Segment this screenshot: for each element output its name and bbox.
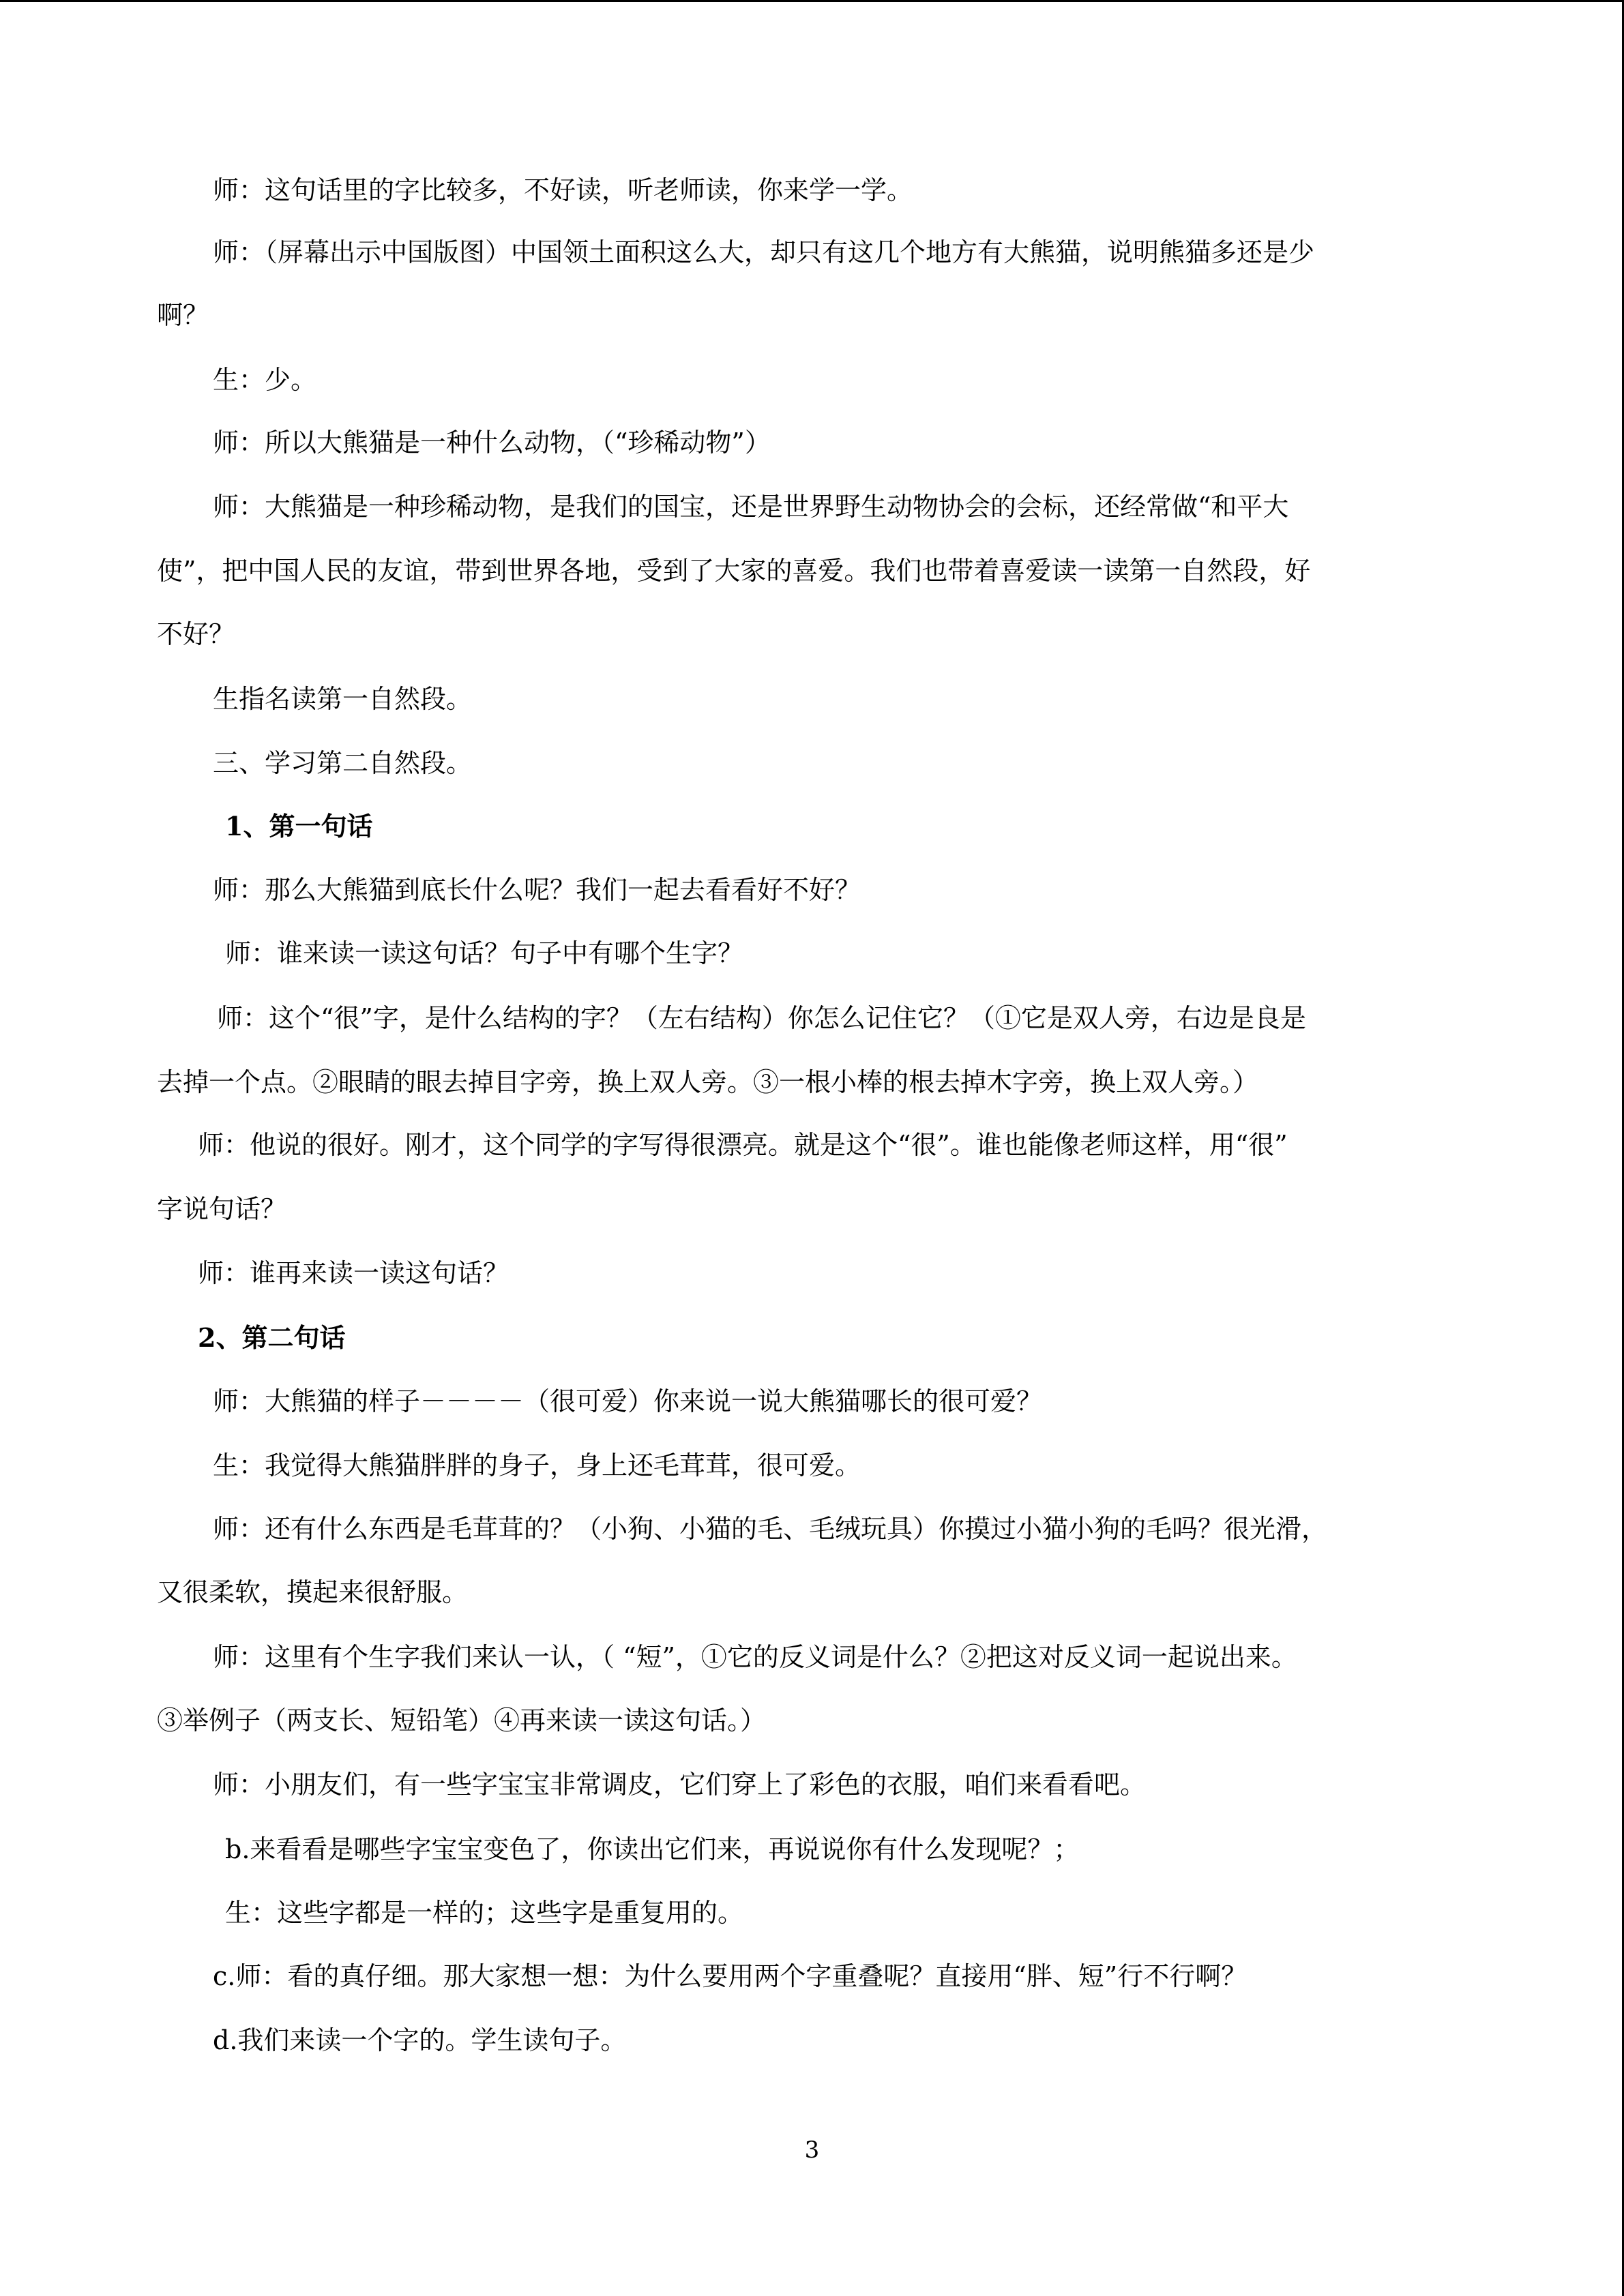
text-line: 生：这些字都是一样的；这些字是重复用的。 (225, 1898, 744, 1928)
text-line: 不好？ (157, 619, 235, 649)
subsection-heading: 2、第二句话 (198, 1322, 346, 1353)
text-line: 师：那么大熊猫到底长什么呢？我们一起去看看好不好？ (213, 875, 861, 905)
text-line: 啊？ (157, 300, 209, 330)
text-line: 师：这个“很”字，是什么结构的字？（左右结构）你怎么记住它？（①它是双人旁，右边是良是 (217, 1003, 1306, 1033)
text-line: 师：他说的很好。刚才，这个同学的字写得很漂亮。就是这个“很”。谁也能像老师这样，用“很” (198, 1130, 1288, 1160)
text-line: 师：大熊猫的样子－－－－（很可爱）你来说一说大熊猫哪长的很可爱？ (213, 1386, 1043, 1416)
text-line: 师：这里有个生字我们来认一认，（ “短”，①它的反义词是什么？②把这对反义词一起说出来。 (213, 1642, 1297, 1672)
text-line: 生：我觉得大熊猫胖胖的身子，身上还毛茸茸，很可爱。 (213, 1450, 861, 1480)
text-line: 师：（屏幕出示中国版图）中国领土面积这么大，却只有这几个地方有大熊猫，说明熊猫多还是少 (213, 237, 1315, 267)
text-line: 师：小朋友们，有一些字宝宝非常调皮，它们穿上了彩色的衣服，咱们来看看吧。 (213, 1770, 1147, 1800)
text-line: b.来看看是哪些字宝宝变色了，你读出它们来，再说说你有什么发现呢？； (225, 1834, 1080, 1864)
text-line: 字说句话？ (157, 1194, 287, 1224)
text-line: 师：谁来读一读这句话？句子中有哪个生字？ (225, 938, 744, 968)
text-line: 生：少。 (213, 365, 317, 395)
text-line: 使”，把中国人民的友谊，带到世界各地，受到了大家的喜爱。我们也带着喜爱读一读第一自然段，好 (157, 556, 1311, 586)
text-line: 师：这句话里的字比较多，不好读，听老师读，你来学一学。 (213, 175, 913, 205)
page-number: 3 (804, 2136, 820, 2164)
text-line: 又很柔软，摸起来很舒服。 (157, 1577, 469, 1607)
text-line: 生指名读第一自然段。 (213, 684, 473, 714)
text-line: 师：谁再来读一读这句话？ (198, 1258, 510, 1288)
subsection-heading: 1、第一句话 (225, 811, 373, 841)
text-line: 师：大熊猫是一种珍稀动物，是我们的国宝，还是世界野生动物协会的会标，还经常做“和平大 (213, 492, 1289, 522)
text-line: ③举例子（两支长、短铅笔）④再来读一读这句话。） (157, 1705, 767, 1735)
section-heading: 三、学习第二自然段。 (213, 748, 473, 778)
text-line: 师：还有什么东西是毛茸茸的？（小狗、小猫的毛、毛绒玩具）你摸过小猫小狗的毛吗？很光滑， (213, 1514, 1328, 1544)
text-line: 去掉一个点。②眼睛的眼去掉目字旁，换上双人旁。③一根小棒的根去掉木字旁，换上双人旁。） (157, 1067, 1259, 1097)
text-line: c.师：看的真仔细。那大家想一想：为什么要用两个字重叠呢？直接用“胖、短”行不行啊？ (213, 1961, 1247, 1991)
text-line: d.我们来读一个字的。学生读句子。 (213, 2025, 627, 2055)
text-line: 师：所以大熊猫是一种什么动物，（“珍稀动物”） (213, 428, 771, 458)
